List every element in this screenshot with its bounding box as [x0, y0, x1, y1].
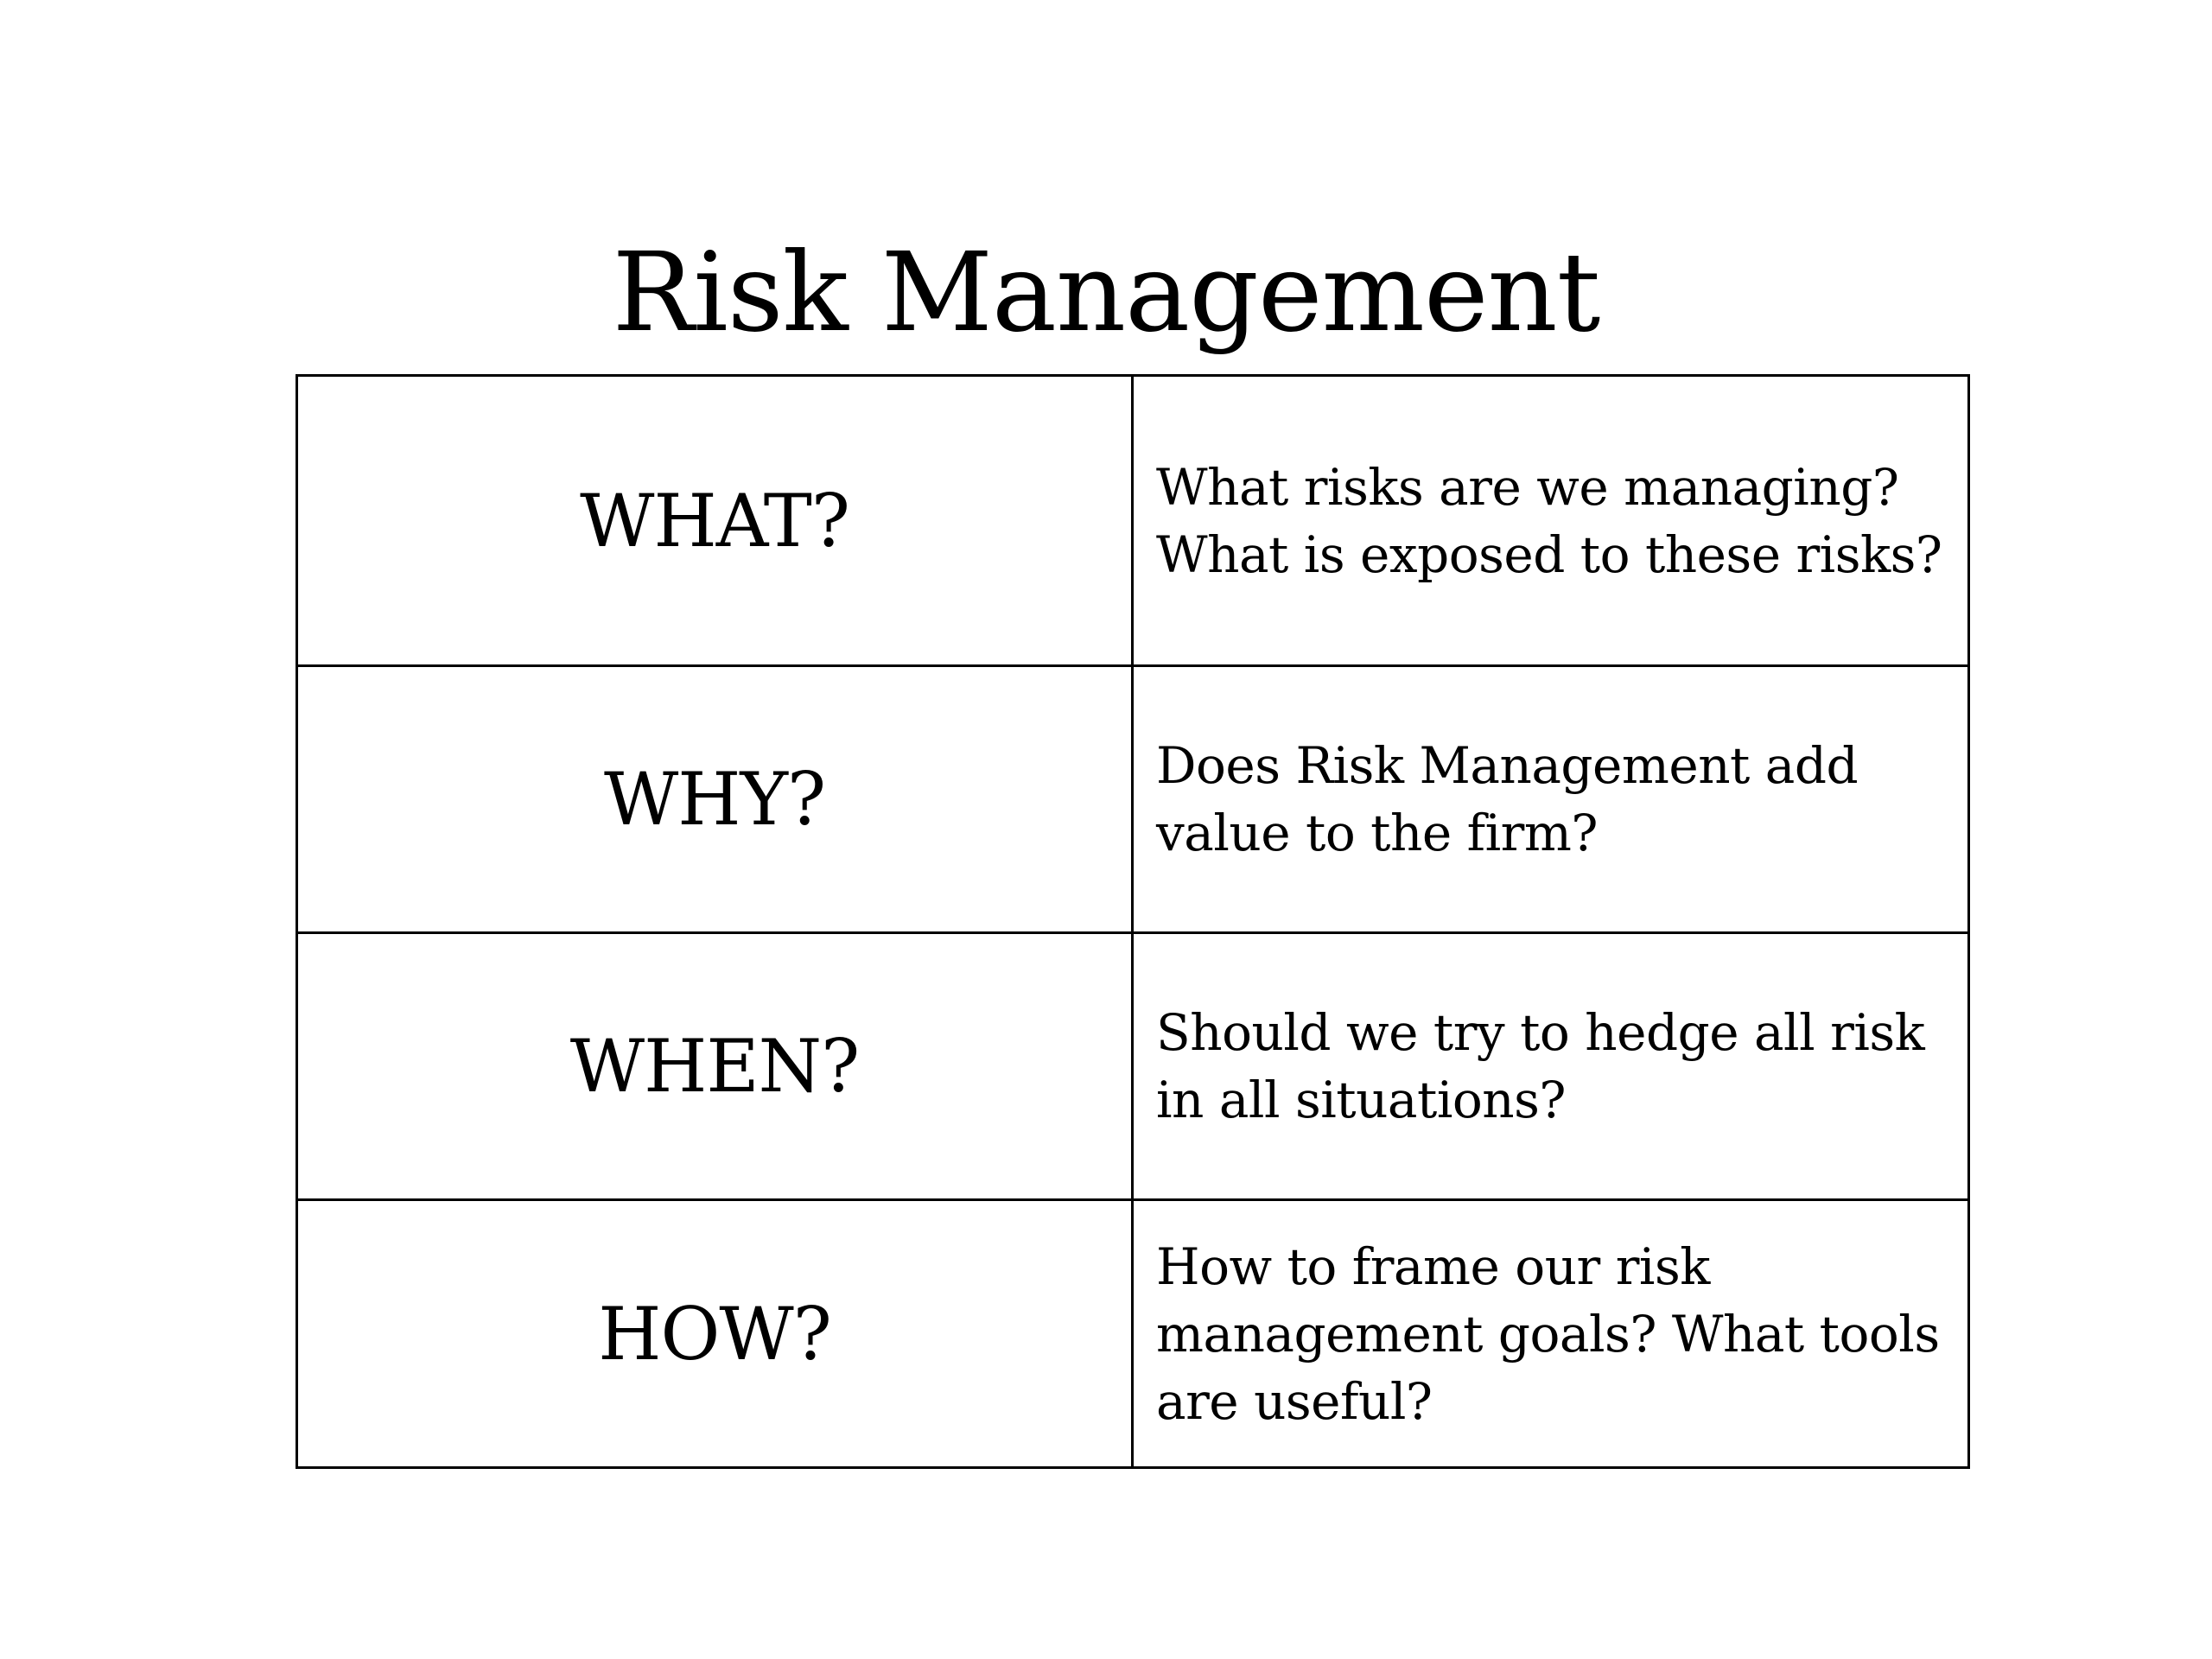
- row-question-label: WHY?: [297, 666, 1133, 933]
- row-question-label: WHAT?: [297, 376, 1133, 666]
- row-question-label: WHEN?: [297, 933, 1133, 1200]
- table-row-when: [297, 933, 1969, 1200]
- table-row-why: [297, 666, 1969, 933]
- risk-management-table: [296, 374, 1970, 1469]
- row-description: Does Risk Management add value to the firm?: [1133, 666, 1969, 933]
- table-row-what: [297, 376, 1969, 666]
- slide-title: Risk Management: [612, 229, 1600, 357]
- row-description: Should we try to hedge all risk in all situations?: [1133, 933, 1969, 1200]
- row-description: How to frame our risk management goals? What tools are useful?: [1133, 1200, 1969, 1468]
- row-description: What risks are we managing? What is exposed to these risks?: [1133, 376, 1969, 666]
- row-question-label: HOW?: [297, 1200, 1133, 1468]
- table-row-how: [297, 1200, 1969, 1468]
